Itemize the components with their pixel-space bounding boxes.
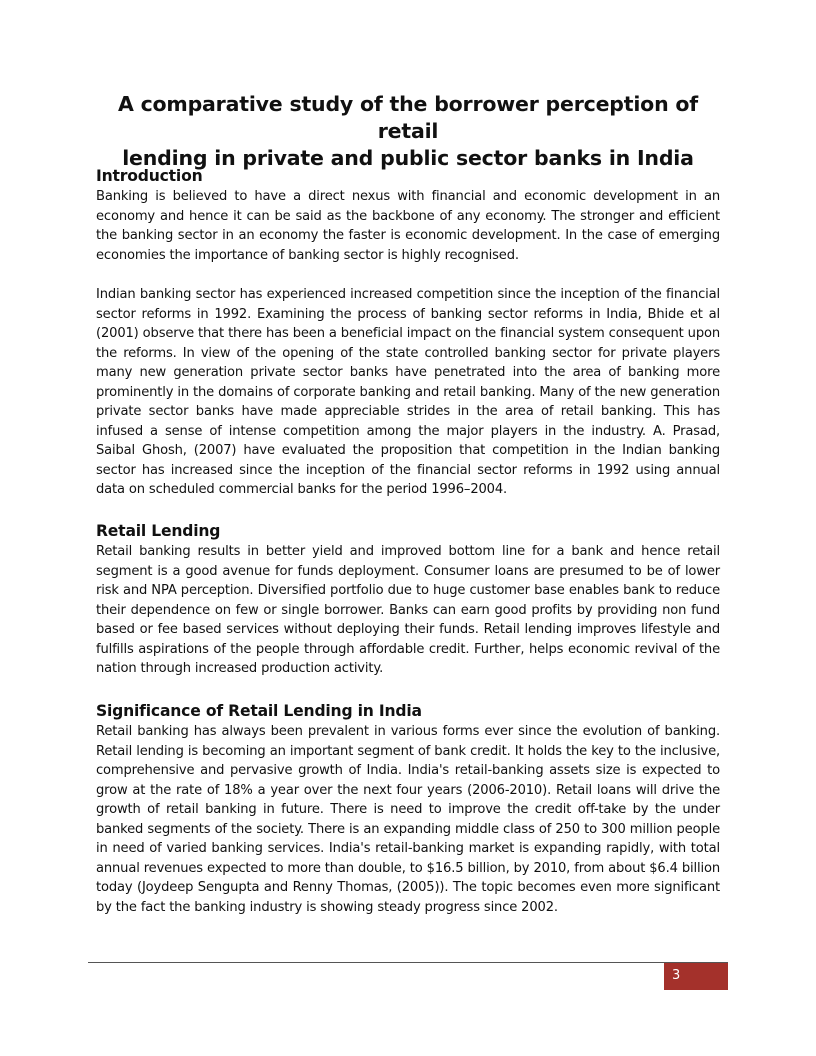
- section-heading-introduction: Introduction: [96, 167, 203, 185]
- paragraph-introduction-2: Indian banking sector has experienced increased competition since the inception of the financial sector reforms in 1992. Examining the process of banking sector reforms in India, Bhide et al (2001) observe that there has been a beneficial impact on the financial system consequent upon the reforms. In view of the opening of the state controlled banking sector for private players many new generation private sector banks have penetrated into the area of banking more prominently in the domains of corporate banking and retail banking. Many of the new generation private sector banks have made appreciable strides in the area of retail banking. This has infused a sense of intense competition among the major players in the industry. A. Prasad, Saibal Ghosh, (2007) have evaluated the proposition that competition in the Indian banking sector has increased since the inception of the financial sector reforms in 1992 using annual data on scheduled commercial banks for the period 1996–2004.: [96, 287, 720, 497]
- page-number-badge: [664, 963, 728, 990]
- section-heading-significance: Significance of Retail Lending in India: [96, 702, 422, 720]
- page-number: 3: [672, 968, 681, 983]
- paragraph-introduction-1: Banking is believed to have a direct nexus with financial and economic development in an economy and hence it can be said as the backbone of any economy. The stronger and efficient the banking sector in an economy the faster is economic development. In the case of emerging economies the importance of banking sector is highly recognised.: [96, 189, 720, 263]
- title-line-2: lending in private and public sector banks in India: [122, 146, 694, 170]
- title-line-1: A comparative study of the borrower perception of retail: [117, 92, 699, 143]
- section-heading-retail-lending: Retail Lending: [96, 522, 221, 540]
- paragraph-significance: Retail banking has always been prevalent in various forms ever since the evolution of banking. Retail lending is becoming an important segment of bank credit. It holds the key to the inclusive, comprehensive and pervasive growth of India. India's retail-banking assets size is expected to grow at the rate of 18% a year over the next four years (2006-2010). Retail loans will drive the growth of retail banking in future. There is need to improve the credit off-take by the under banked segments of the society. There is an expanding middle class of 250 to 300 million people in need of varied banking services. India's retail-banking market is expanding rapidly, with total annual revenues expected to more than double, to $16.5 billion, by 2010, from about $6.4 billion today (Joydeep Sengupta and Renny Thomas, (2005)). The topic becomes even more significant by the fact the banking industry is showing steady progress since 2002.: [96, 724, 720, 915]
- paragraph-retail-lending: Retail banking results in better yield and improved bottom line for a bank and hence retail segment is a good avenue for funds deployment. Consumer loans are presumed to be of lower risk and NPA perception. Diversified portfolio due to huge customer base enables bank to reduce their dependence on few or single borrower. Banks can earn good profits by providing non fund based or fee based services without deploying their funds. Retail lending improves lifestyle and fulfills aspirations of the people through affordable credit. Further, helps economic revival of the nation through increased production activity.: [96, 544, 720, 676]
- page-title: [96, 91, 720, 172]
- footer-divider: [88, 962, 728, 963]
